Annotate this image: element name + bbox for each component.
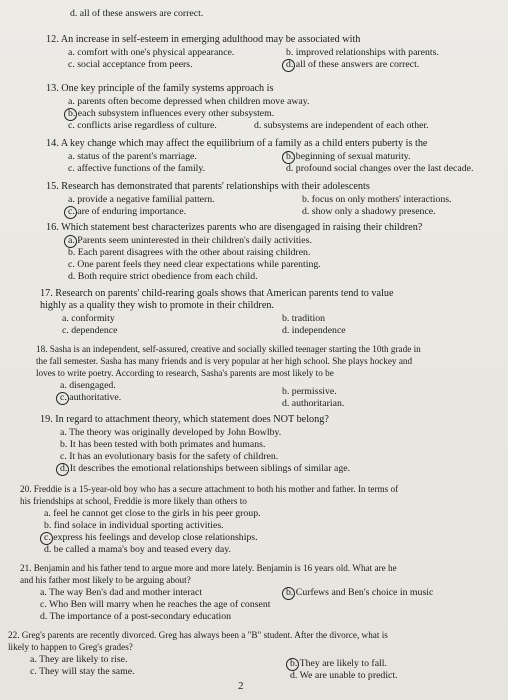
q19-answer-circle [56,463,69,476]
q22-stem-line-2: likely to happen to Greg's grades? [8,642,133,652]
q22-option-d: d. We are unable to predict. [290,670,398,681]
q19-option-b: b. It has been tested with both primates and humans. [60,439,266,450]
q20-option-d: d. be called a mama's boy and teased every day. [44,544,231,555]
q17-stem-line-1: 17. Research on parents' child-rearing goals shows that American parents tend to value [40,288,394,299]
q14-option-b: b. beginning of sexual maturity. [286,151,411,162]
q18-option-b: b. permissive. [282,386,337,397]
q16-option-c: c. One parent feels they need clear expectations while parenting. [68,259,321,270]
q12-option-a: a. comfort with one's physical appearance. [68,47,235,58]
q19-option-d: d. It describes the emotional relationships between siblings of similar age. [60,463,351,474]
q13-option-c: c. conflicts arise regardless of culture. [68,120,217,131]
q13-option-a: a. parents often become depressed when children move away. [68,96,310,107]
q16-stem: 16. Which statement best characterizes parents who are disengaged in raising their children? [46,222,423,233]
q12-stem: 12. An increase in self-esteem in emerging adulthood may be associated with [46,34,361,45]
q15-option-a: a. provide a negative familial pattern. [68,194,215,205]
q13-stem: 13. One key principle of the family systems approach is [46,83,274,94]
q17-option-a: a. conformity [62,313,115,324]
q19-option-a: a. The theory was originally developed by John Bowlby. [60,427,282,438]
q17-stem-line-2: highly as a quality they wish to promote in their children. [40,300,274,311]
q21-answer-circle [282,587,295,600]
q15-stem: 15. Research has demonstrated that parents' relationships with their adolescents [46,181,370,192]
q22-stem-line-1: 22. Greg's parents are recently divorced. Greg has always been a "B" student. After the divorce, what is [8,630,388,640]
q15-option-c: c. are of enduring importance. [68,206,187,217]
q22-option-b: b. They are likely to fall. [290,658,387,669]
q18-stem-line-1: 18. Sasha is an independent, self-assured, creative and socially skilled teenager starting the 10th grade in [36,344,421,354]
q14-option-c: c. affective functions of the family. [68,163,206,174]
q20-option-b: b. find solace in individual sporting activities. [44,520,224,531]
q14-option-a: a. status of the parent's marriage. [68,151,197,162]
q17-option-c: c. dependence [62,325,118,336]
q21-stem-line-2: and his father most likely to be arguing about? [20,575,191,585]
q15-answer-circle [64,206,77,219]
q14-stem: 14. A key change which may affect the equilibrium of a family as a child enters puberty is the [46,138,428,149]
q12-option-d: d. all of these answers are correct. [286,59,420,70]
q22-option-c: c. They will stay the same. [30,666,135,677]
q21-option-a: a. The way Ben's dad and mother interact [40,587,203,598]
q20-option-a: a. feel he cannot get close to the girls in his peer group. [44,508,261,519]
q21-stem-line-1: 21. Benjamin and his father tend to argue more and more lately. Benjamin is 16 years old. What are he [20,563,397,573]
q18-option-d: d. authoritarian. [282,398,345,409]
q16-option-b: b. Each parent disagrees with the other about raising children. [68,247,311,258]
q17-option-b: b. tradition [282,313,325,324]
q18-option-c: c. authoritative. [60,392,122,403]
q21-option-c: c. Who Ben will marry when he reaches the age of consent [40,599,271,610]
q18-answer-circle [56,392,69,405]
q20-stem-line-2: his friendships at school, Freddie is more likely than others to [20,496,247,506]
q16-option-a: a. Parents seem uninterested in their children's daily activities. [68,235,312,246]
q21-option-d: d. The importance of a post-secondary education [40,611,232,622]
page-number: 2 [238,680,244,692]
q12-option-c: c. social acceptance from peers. [68,59,193,70]
q19-stem: 19. In regard to attachment theory, which statement does NOT belong? [40,414,329,425]
q22-option-a: a. They are likely to rise. [30,654,128,665]
q18-option-a: a. disengaged. [60,380,116,391]
q20-option-c: c. express his feelings and develop close relationships. [44,532,258,543]
q15-option-b: b. focus on only mothers' interactions. [302,194,452,205]
q20-stem-line-1: 20. Freddie is a 15-year-old boy who has a secure attachment to both his mother and father. In terms of [20,484,399,494]
q19-option-c: c. It has an evolutionary basis for the safety of children. [60,451,279,462]
q18-stem-line-2: the fall semester. Sasha has many friends and is very popular at her high school. She plays hockey and [36,356,413,366]
q18-stem-line-3: loves to write poetry. According to research, Sasha's parents are most likely to be [36,368,334,378]
q14-option-d: d. profound social changes over the last decade. [286,163,474,174]
q12-answer-circle [282,59,295,72]
q21-option-b: b. Curfews and Ben's choice in music [286,587,434,598]
q13-option-d: d. subsystems are independent of each other. [254,120,429,131]
q12-option-b: b. improved relationships with parents. [286,47,439,58]
q13-option-b: b. each subsystem influences every other subsystem. [68,108,275,119]
q17-option-d: d. independence [282,325,346,336]
q16-option-d: d. Both require strict obedience from each child. [68,271,258,282]
carryover-option-d: d. all of these answers are correct. [70,8,204,19]
q15-option-d: d. show only a shadowy presence. [302,206,436,217]
